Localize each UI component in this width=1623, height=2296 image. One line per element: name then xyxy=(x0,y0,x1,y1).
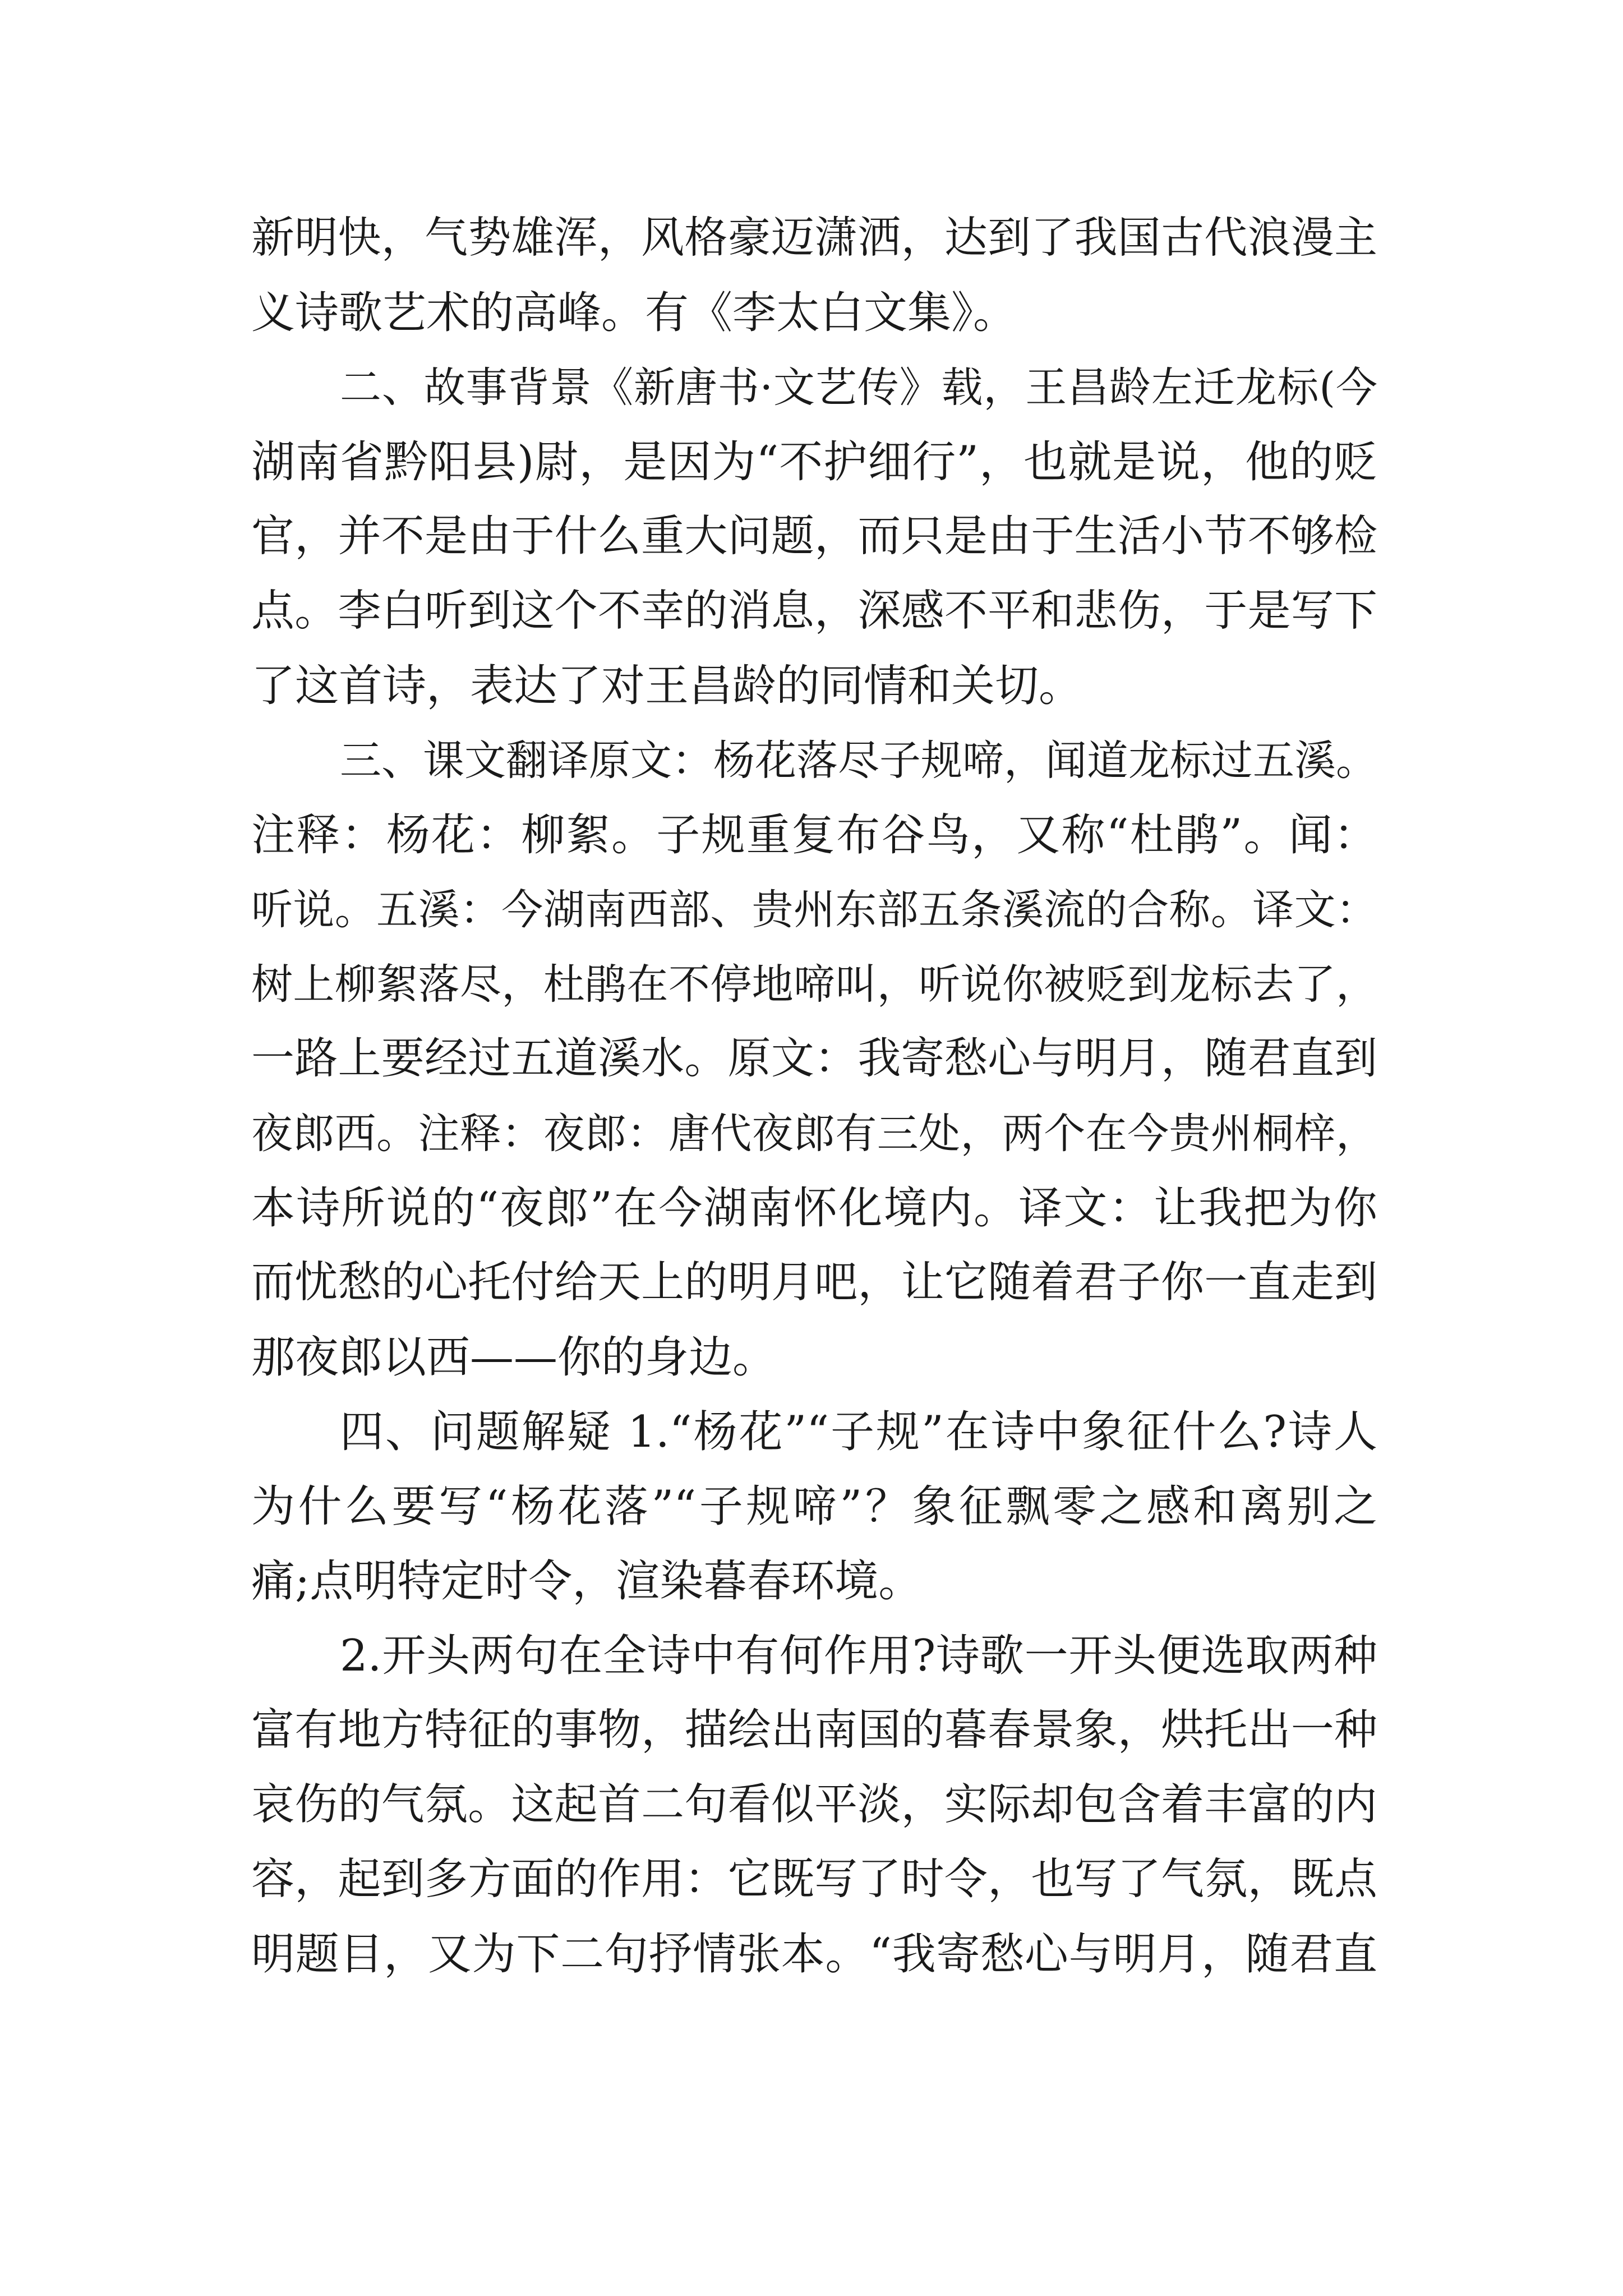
text-line: 树上柳絮落尽，杜鹃在不停地啼叫，听说你被贬到龙标去了， xyxy=(251,960,1377,1009)
text-line: 而忧愁的心托付给天上的明月吧，让它随着君子你一直走到 xyxy=(251,1258,1377,1308)
text-line: 一路上要经过五道溪水。原文：我寄愁心与明月，随君直到 xyxy=(251,1034,1377,1084)
text-line: 湖南省黔阳县)尉，是因为“不护细行”，也就是说，他的贬 xyxy=(251,437,1377,487)
text-line: 新明快，气势雄浑，风格豪迈潇洒，达到了我国古代浪漫主 xyxy=(251,213,1377,263)
text-line: 义诗歌艺术的高峰。有《李太白文集》。 xyxy=(251,288,1017,338)
text-line: 注释：杨花：柳絮。子规重复布谷鸟，又称“杜鹃”。闻： xyxy=(251,810,1377,861)
text-line: 点。李白听到这个不幸的消息，深感不平和悲伤，于是写下 xyxy=(251,586,1377,636)
text-line: 夜郎西。注释：夜郎：唐代夜郎有三处，两个在今贵州桐梓， xyxy=(251,1110,1377,1158)
text-line: 为什么要写“杨花落”“子规啼”？象征飘零之感和离别之 xyxy=(251,1481,1377,1532)
text-line: 痛;点明特定时令，渲染暮春环境。 xyxy=(251,1556,923,1607)
text-line: 二、故事背景《新唐书·文艺传》载，王昌龄左迁龙标(今 xyxy=(340,364,1377,412)
text-line: 2.开头两句在全诗中有何作用?诗歌一开头便选取两种 xyxy=(340,1631,1377,1681)
text-line: 哀伤的气氛。这起首二句看似平淡，实际却包含着丰富的内 xyxy=(251,1780,1377,1830)
text-line: 了这首诗，表达了对王昌龄的同情和关切。 xyxy=(251,661,1083,711)
text-line: 本诗所说的“夜郎”在今湖南怀化境内。译文：让我把为你 xyxy=(251,1183,1377,1234)
text-line: 明题目，又为下二句抒情张本。“我寄愁心与明月，随君直 xyxy=(251,1929,1377,1980)
text-line: 那夜郎以西——你的身边。 xyxy=(251,1332,777,1383)
text-line: 听说。五溪：今湖南西部、贵州东部五条溪流的合称。译文： xyxy=(251,886,1377,934)
text-line: 三、课文翻译原文：杨花落尽子规啼，闻道龙标过五溪。 xyxy=(340,737,1377,785)
text-line: 官，并不是由于什么重大问题，而只是由于生活小节不够检 xyxy=(251,512,1377,562)
text-line: 容，起到多方面的作用：它既写了时令，也写了气氛，既点 xyxy=(251,1855,1377,1904)
text-line: 四、问题解疑 1.“杨花”“子规”在诗中象征什么?诗人 xyxy=(340,1407,1377,1457)
text-line: 富有地方特征的事物，描绘出南国的暮春景象，烘托出一种 xyxy=(251,1705,1377,1755)
